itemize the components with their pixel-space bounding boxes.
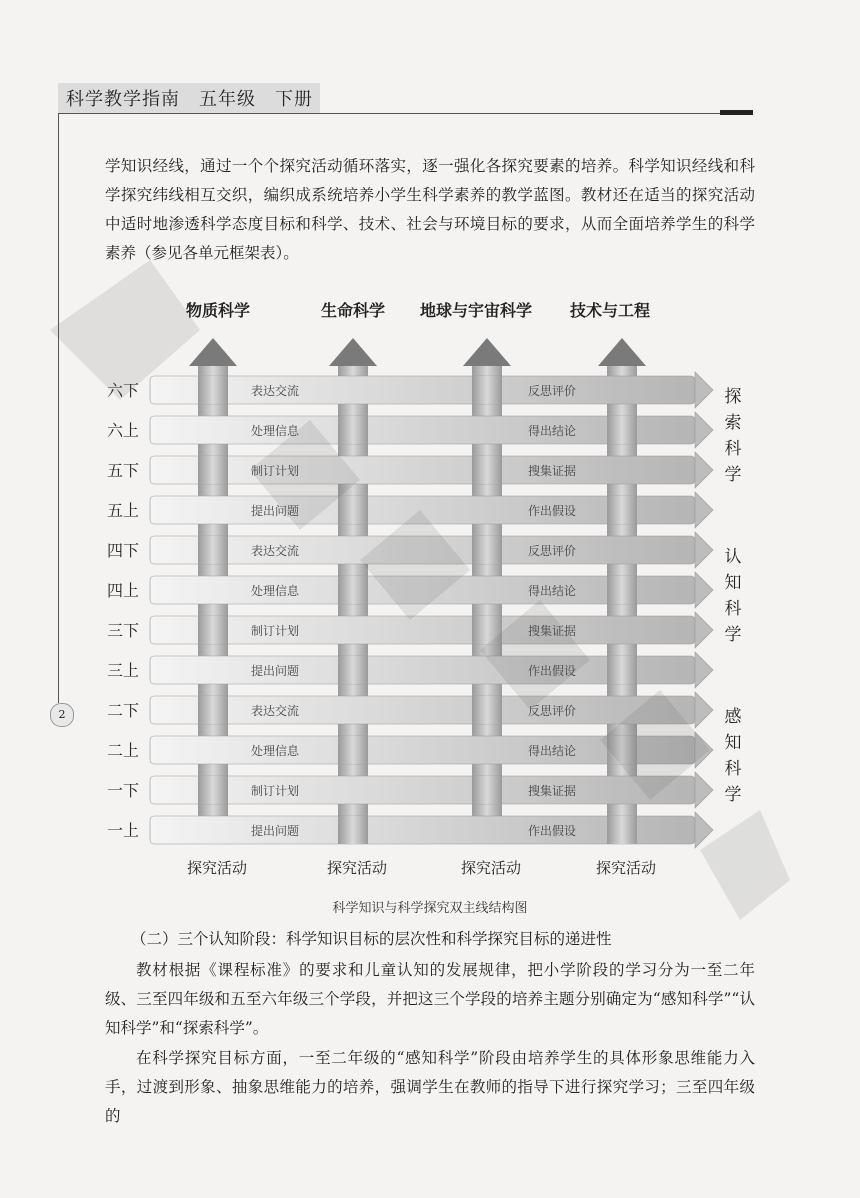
vertical-arrowhead — [463, 338, 511, 366]
stage-label-char: 感 — [724, 707, 742, 727]
horizontal-arrowhead — [695, 492, 713, 528]
running-header — [58, 83, 320, 113]
weave-overlay — [198, 456, 228, 484]
weave-overlay — [338, 416, 368, 444]
activity-label-left: 表达交流 — [250, 704, 300, 718]
weave-overlay — [472, 776, 502, 804]
grade-label: 一上 — [106, 821, 140, 840]
weave-overlay — [338, 656, 368, 684]
activity-label-left: 提出问题 — [250, 504, 300, 518]
grade-label: 六下 — [106, 381, 140, 400]
grade-label: 五下 — [106, 461, 140, 480]
weave-overlay — [198, 376, 228, 404]
weave-overlay — [472, 696, 502, 724]
activity-label-left: 提出问题 — [250, 824, 300, 838]
weave-overlay — [607, 736, 637, 764]
horizontal-arrowhead — [695, 812, 713, 848]
weave-overlay — [607, 656, 637, 684]
header-rule — [58, 113, 753, 114]
weave-overlay — [338, 736, 368, 764]
horizontal-bar — [150, 456, 695, 484]
paragraph-stages: 教材根据《课程标准》的要求和儿童认知的发展规律，把小学阶段的学习分为一至二年级、三至四年级和五至六年级三个学段，并把这三个学段的培养主题分别确定为“感知科学”“认知科学”和“探索科学”。 — [105, 961, 755, 1037]
activity-label-right: 作出假设 — [527, 664, 577, 678]
stage-label-char: 索 — [724, 413, 742, 433]
margin-rule — [58, 113, 59, 703]
stage-label-char: 探 — [724, 387, 742, 407]
activity-label-right: 得出结论 — [527, 744, 577, 758]
weave-overlay — [472, 456, 502, 484]
section-heading: （二）三个认知阶段：科学知识目标的层次性和科学探究目标的递进性 — [131, 930, 612, 948]
paragraph-goals: 在科学探究目标方面，一至二年级的“感知科学”阶段由培养学生的具体形象思维能力入手，过渡到形象、抽象思维能力的培养，强调学生在教师的指导下进行探究学习；三至四年级的 — [105, 1049, 755, 1125]
weave-overlay — [472, 616, 502, 644]
grade-label: 三下 — [106, 621, 140, 640]
stage-label-char: 知 — [724, 733, 742, 753]
weave-overlay — [607, 816, 637, 844]
diagram-caption: 科学知识与科学探究双主线结构图 — [332, 901, 528, 916]
stage-label-char: 学 — [724, 625, 742, 645]
activity-label-left: 处理信息 — [250, 424, 300, 438]
grade-label: 五上 — [106, 501, 140, 520]
grade-label: 一下 — [106, 781, 140, 800]
horizontal-arrowhead — [695, 772, 713, 808]
weave-overlay — [607, 416, 637, 444]
activity-label-left: 表达交流 — [250, 544, 300, 558]
activity-label-right: 搜集证据 — [527, 624, 577, 638]
bottom-label: 探究活动 — [460, 859, 522, 877]
activity-label-left: 处理信息 — [250, 744, 300, 758]
paragraph-intro: 学知识经线，通过一个个探究活动循环落实，逐一强化各探究要素的培养。科学知识经线和科学探究纬线相互交织，编织成系统培养小学生科学素养的教学蓝图。教材还在适当的探究活动中适时地渗透科学态度目标和科学、技术、社会与环境目标的要求，从而全面培养学生的科学素养（参见各单元框架表）。 — [105, 157, 755, 262]
weave-overlay — [607, 496, 637, 524]
bottom-label: 探究活动 — [186, 859, 248, 877]
header-corner-mark — [720, 110, 753, 115]
header-title: 科学教学指南 五年级 下册 — [66, 89, 313, 110]
activity-label-right: 反思评价 — [527, 544, 577, 558]
activity-label-left: 处理信息 — [250, 584, 300, 598]
activity-label-left: 制订计划 — [250, 624, 300, 638]
stage-label-char: 认 — [724, 547, 742, 567]
stage-label-char: 科 — [724, 759, 742, 779]
stage-label-char: 科 — [724, 439, 742, 459]
weave-overlay — [472, 376, 502, 404]
activity-label-left: 制订计划 — [250, 784, 300, 798]
weave-overlay — [198, 536, 228, 564]
page-number: 2 — [50, 703, 74, 727]
bottom-label: 探究活动 — [326, 859, 388, 877]
horizontal-arrowhead — [695, 412, 713, 448]
horizontal-arrowhead — [695, 612, 713, 648]
dual-mainline-diagram — [95, 290, 755, 890]
stage-label-char: 知 — [724, 573, 742, 593]
horizontal-arrowhead — [695, 452, 713, 488]
column-header: 物质科学 — [185, 301, 251, 320]
horizontal-bar — [150, 696, 695, 724]
grade-label: 四上 — [106, 581, 140, 600]
grade-label: 二上 — [106, 741, 140, 760]
activity-label-right: 反思评价 — [527, 384, 577, 398]
weave-overlay — [472, 536, 502, 564]
vertical-arrowhead — [329, 338, 377, 366]
horizontal-arrowhead — [695, 652, 713, 688]
horizontal-bar — [150, 616, 695, 644]
horizontal-arrowhead — [695, 732, 713, 768]
horizontal-bar — [150, 536, 695, 564]
stage-label-char: 科 — [724, 599, 742, 619]
activity-label-right: 反思评价 — [527, 704, 577, 718]
weave-overlay — [198, 616, 228, 644]
grade-label: 六上 — [106, 421, 140, 440]
weave-overlay — [198, 776, 228, 804]
activity-label-left: 制订计划 — [250, 464, 300, 478]
activity-label-left: 提出问题 — [250, 664, 300, 678]
horizontal-bar — [150, 376, 695, 404]
horizontal-bar — [150, 776, 695, 804]
column-header: 技术与工程 — [569, 301, 651, 320]
stage-label-char: 学 — [724, 785, 742, 805]
horizontal-arrowhead — [695, 372, 713, 408]
column-header: 地球与宇宙科学 — [419, 301, 533, 320]
weave-overlay — [198, 696, 228, 724]
activity-label-left: 表达交流 — [250, 384, 300, 398]
activity-label-right: 作出假设 — [527, 824, 577, 838]
activity-label-right: 搜集证据 — [527, 464, 577, 478]
activity-label-right: 得出结论 — [527, 424, 577, 438]
weave-overlay — [338, 496, 368, 524]
weave-overlay — [607, 576, 637, 604]
activity-label-right: 作出假设 — [527, 504, 577, 518]
activity-label-right: 搜集证据 — [527, 784, 577, 798]
vertical-arrowhead — [598, 338, 646, 366]
horizontal-arrowhead — [695, 572, 713, 608]
weave-overlay — [338, 816, 368, 844]
grade-label: 四下 — [106, 541, 140, 560]
stage-label-char: 学 — [724, 465, 742, 485]
horizontal-arrowhead — [695, 692, 713, 728]
bottom-label: 探究活动 — [595, 859, 657, 877]
activity-label-right: 得出结论 — [527, 584, 577, 598]
grade-label: 三上 — [106, 661, 140, 680]
vertical-arrowhead — [189, 338, 237, 366]
column-header: 生命科学 — [320, 301, 386, 320]
horizontal-arrowhead — [695, 532, 713, 568]
grade-label: 二下 — [106, 701, 140, 720]
weave-overlay — [338, 576, 368, 604]
